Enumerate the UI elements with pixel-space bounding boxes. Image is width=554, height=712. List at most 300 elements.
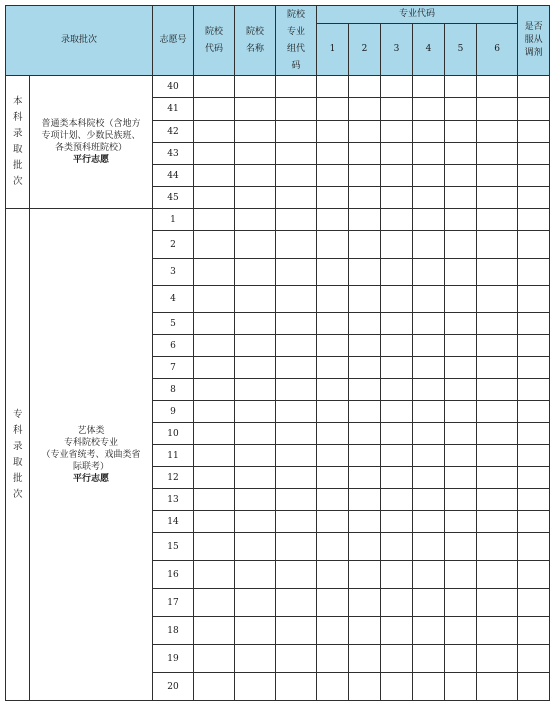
major-3-cell[interactable] bbox=[381, 533, 413, 561]
major-5-cell[interactable] bbox=[445, 673, 477, 701]
major-3-cell[interactable] bbox=[381, 259, 413, 286]
major-3-cell[interactable] bbox=[381, 165, 413, 187]
major-4-cell[interactable] bbox=[413, 489, 445, 511]
school-code-cell[interactable] bbox=[194, 121, 235, 143]
major-2-cell[interactable] bbox=[349, 165, 381, 187]
group-code-cell[interactable] bbox=[276, 401, 317, 423]
major-2-cell[interactable] bbox=[349, 121, 381, 143]
major-6-cell[interactable] bbox=[477, 231, 518, 259]
major-5-cell[interactable] bbox=[445, 445, 477, 467]
major-2-cell[interactable] bbox=[349, 143, 381, 165]
major-4-cell[interactable] bbox=[413, 445, 445, 467]
group-code-cell[interactable] bbox=[276, 121, 317, 143]
major-2-cell[interactable] bbox=[349, 511, 381, 533]
major-1-cell[interactable] bbox=[317, 313, 349, 335]
school-name-cell[interactable] bbox=[235, 286, 276, 313]
major-4-cell[interactable] bbox=[413, 645, 445, 673]
description-line: 专项计划、少数民族班、 bbox=[41, 131, 141, 141]
major-2-cell[interactable] bbox=[349, 187, 381, 209]
group-code-cell[interactable] bbox=[276, 511, 317, 533]
batch-label-cell bbox=[6, 209, 30, 701]
major-3-cell[interactable] bbox=[381, 209, 413, 231]
major-3-cell[interactable] bbox=[381, 76, 413, 98]
major-3-cell[interactable] bbox=[381, 286, 413, 313]
major-2-cell[interactable] bbox=[349, 673, 381, 701]
major-5-cell[interactable] bbox=[445, 143, 477, 165]
batch-label: 本科录取批次 bbox=[13, 96, 23, 187]
major-1-cell[interactable] bbox=[317, 286, 349, 313]
school-name-cell[interactable] bbox=[235, 165, 276, 187]
adjust-cell[interactable] bbox=[518, 423, 550, 445]
description-line: 各类预科班院校） bbox=[55, 143, 128, 153]
group-code-cell[interactable] bbox=[276, 143, 317, 165]
major-5-cell[interactable] bbox=[445, 617, 477, 645]
batch-description bbox=[30, 425, 152, 485]
school-name-cell[interactable] bbox=[235, 313, 276, 335]
adjust-cell[interactable] bbox=[518, 645, 550, 673]
school-code-cell[interactable] bbox=[194, 489, 235, 511]
major-6-cell[interactable] bbox=[477, 165, 518, 187]
header-group-code-text: 院校专业组代码 bbox=[287, 9, 306, 71]
adjust-cell[interactable] bbox=[518, 143, 550, 165]
school-name-cell[interactable] bbox=[235, 379, 276, 401]
major-4-cell[interactable] bbox=[413, 357, 445, 379]
header-group-code bbox=[276, 6, 317, 76]
major-1-cell[interactable] bbox=[317, 445, 349, 467]
major-2-cell[interactable] bbox=[349, 259, 381, 286]
major-4-cell[interactable] bbox=[413, 313, 445, 335]
major-5-cell[interactable] bbox=[445, 645, 477, 673]
major-5-cell[interactable] bbox=[445, 357, 477, 379]
major-5-cell[interactable] bbox=[445, 589, 477, 617]
major-4-cell[interactable] bbox=[413, 379, 445, 401]
major-5-cell[interactable] bbox=[445, 533, 477, 561]
major-4-cell[interactable] bbox=[413, 286, 445, 313]
major-6-cell[interactable] bbox=[477, 76, 518, 98]
major-1-cell[interactable] bbox=[317, 121, 349, 143]
adjust-cell[interactable] bbox=[518, 379, 550, 401]
school-name-cell[interactable] bbox=[235, 589, 276, 617]
school-code-cell[interactable] bbox=[194, 589, 235, 617]
adjust-cell[interactable] bbox=[518, 533, 550, 561]
major-5-cell[interactable] bbox=[445, 335, 477, 357]
major-2-cell[interactable] bbox=[349, 357, 381, 379]
major-4-cell[interactable] bbox=[413, 121, 445, 143]
volunteer-number: 8 bbox=[153, 379, 194, 401]
school-code-cell[interactable] bbox=[194, 313, 235, 335]
major-6-cell[interactable] bbox=[477, 533, 518, 561]
school-code-cell[interactable] bbox=[194, 645, 235, 673]
major-6-cell[interactable] bbox=[477, 561, 518, 589]
group-code-cell[interactable] bbox=[276, 423, 317, 445]
major-1-cell[interactable] bbox=[317, 511, 349, 533]
major-5-cell[interactable] bbox=[445, 259, 477, 286]
volunteer-number: 7 bbox=[153, 357, 194, 379]
volunteer-number: 17 bbox=[153, 589, 194, 617]
major-6-cell[interactable] bbox=[477, 335, 518, 357]
major-6-cell[interactable] bbox=[477, 511, 518, 533]
major-1-cell[interactable] bbox=[317, 401, 349, 423]
adjust-cell[interactable] bbox=[518, 617, 550, 645]
major-3-cell[interactable] bbox=[381, 423, 413, 445]
major-4-cell[interactable] bbox=[413, 423, 445, 445]
school-code-cell[interactable] bbox=[194, 231, 235, 259]
major-3-cell[interactable] bbox=[381, 357, 413, 379]
adjust-cell[interactable] bbox=[518, 401, 550, 423]
major-6-cell[interactable] bbox=[477, 357, 518, 379]
major-5-cell[interactable] bbox=[445, 401, 477, 423]
major-3-cell[interactable] bbox=[381, 511, 413, 533]
header-batch: 录取批次 bbox=[6, 6, 153, 76]
major-3-cell[interactable] bbox=[381, 313, 413, 335]
header-major-4: 4 bbox=[413, 24, 445, 76]
major-2-cell[interactable] bbox=[349, 286, 381, 313]
group-code-cell[interactable] bbox=[276, 379, 317, 401]
description-line: （专业省统考、戏曲类省 bbox=[41, 449, 141, 460]
major-3-cell[interactable] bbox=[381, 121, 413, 143]
major-6-cell[interactable] bbox=[477, 379, 518, 401]
major-4-cell[interactable] bbox=[413, 617, 445, 645]
major-6-cell[interactable] bbox=[477, 286, 518, 313]
volunteer-number: 19 bbox=[153, 645, 194, 673]
volunteer-form-table bbox=[5, 5, 550, 701]
group-code-cell[interactable] bbox=[276, 589, 317, 617]
major-3-cell[interactable] bbox=[381, 187, 413, 209]
adjust-cell[interactable] bbox=[518, 76, 550, 98]
adjust-cell[interactable] bbox=[518, 165, 550, 187]
adjust-cell[interactable] bbox=[518, 98, 550, 121]
description-line: 专科院校专业 bbox=[64, 437, 119, 448]
major-1-cell[interactable] bbox=[317, 165, 349, 187]
major-4-cell[interactable] bbox=[413, 165, 445, 187]
major-6-cell[interactable] bbox=[477, 589, 518, 617]
major-2-cell[interactable] bbox=[349, 489, 381, 511]
school-code-cell[interactable] bbox=[194, 467, 235, 489]
group-code-cell[interactable] bbox=[276, 259, 317, 286]
volunteer-number: 12 bbox=[153, 467, 194, 489]
major-3-cell[interactable] bbox=[381, 379, 413, 401]
major-3-cell[interactable] bbox=[381, 645, 413, 673]
major-2-cell[interactable] bbox=[349, 561, 381, 589]
batch-description-cell bbox=[30, 76, 153, 209]
adjust-cell[interactable] bbox=[518, 313, 550, 335]
major-1-cell[interactable] bbox=[317, 357, 349, 379]
adjust-cell[interactable] bbox=[518, 187, 550, 209]
school-code-cell[interactable] bbox=[194, 143, 235, 165]
group-code-cell[interactable] bbox=[276, 231, 317, 259]
school-code-cell[interactable] bbox=[194, 617, 235, 645]
school-code-cell[interactable] bbox=[194, 511, 235, 533]
school-name-cell[interactable] bbox=[235, 467, 276, 489]
adjust-cell[interactable] bbox=[518, 589, 550, 617]
major-4-cell[interactable] bbox=[413, 401, 445, 423]
school-name-cell[interactable] bbox=[235, 511, 276, 533]
major-5-cell[interactable] bbox=[445, 187, 477, 209]
major-2-cell[interactable] bbox=[349, 209, 381, 231]
school-name-cell[interactable] bbox=[235, 561, 276, 589]
major-1-cell[interactable] bbox=[317, 187, 349, 209]
major-4-cell[interactable] bbox=[413, 231, 445, 259]
adjust-cell[interactable] bbox=[518, 489, 550, 511]
major-1-cell[interactable] bbox=[317, 617, 349, 645]
major-2-cell[interactable] bbox=[349, 401, 381, 423]
school-name-cell[interactable] bbox=[235, 617, 276, 645]
volunteer-number: 43 bbox=[153, 143, 194, 165]
major-5-cell[interactable] bbox=[445, 467, 477, 489]
major-6-cell[interactable] bbox=[477, 489, 518, 511]
major-2-cell[interactable] bbox=[349, 533, 381, 561]
major-4-cell[interactable] bbox=[413, 511, 445, 533]
major-1-cell[interactable] bbox=[317, 76, 349, 98]
major-2-cell[interactable] bbox=[349, 645, 381, 673]
major-3-cell[interactable] bbox=[381, 589, 413, 617]
school-name-cell[interactable] bbox=[235, 187, 276, 209]
major-4-cell[interactable] bbox=[413, 561, 445, 589]
major-1-cell[interactable] bbox=[317, 533, 349, 561]
school-code-cell[interactable] bbox=[194, 423, 235, 445]
batch-label-cell bbox=[6, 76, 30, 209]
major-1-cell[interactable] bbox=[317, 231, 349, 259]
major-2-cell[interactable] bbox=[349, 76, 381, 98]
school-code-cell[interactable] bbox=[194, 673, 235, 701]
group-code-cell[interactable] bbox=[276, 187, 317, 209]
volunteer-number: 42 bbox=[153, 121, 194, 143]
major-5-cell[interactable] bbox=[445, 561, 477, 589]
school-code-cell[interactable] bbox=[194, 445, 235, 467]
header-major-3: 3 bbox=[381, 24, 413, 76]
major-3-cell[interactable] bbox=[381, 617, 413, 645]
major-5-cell[interactable] bbox=[445, 98, 477, 121]
school-code-cell[interactable] bbox=[194, 259, 235, 286]
adjust-cell[interactable] bbox=[518, 445, 550, 467]
major-5-cell[interactable] bbox=[445, 489, 477, 511]
description-line: 艺体类 bbox=[77, 425, 105, 436]
major-3-cell[interactable] bbox=[381, 98, 413, 121]
major-6-cell[interactable] bbox=[477, 313, 518, 335]
group-code-cell[interactable] bbox=[276, 313, 317, 335]
major-3-cell[interactable] bbox=[381, 561, 413, 589]
major-4-cell[interactable] bbox=[413, 76, 445, 98]
volunteer-number: 2 bbox=[153, 231, 194, 259]
school-name-cell[interactable] bbox=[235, 673, 276, 701]
major-1-cell[interactable] bbox=[317, 209, 349, 231]
group-code-cell[interactable] bbox=[276, 533, 317, 561]
major-6-cell[interactable] bbox=[477, 259, 518, 286]
group-code-cell[interactable] bbox=[276, 76, 317, 98]
major-4-cell[interactable] bbox=[413, 187, 445, 209]
adjust-cell[interactable] bbox=[518, 121, 550, 143]
school-name-cell[interactable] bbox=[235, 533, 276, 561]
group-code-cell[interactable] bbox=[276, 209, 317, 231]
major-4-cell[interactable] bbox=[413, 209, 445, 231]
adjust-cell[interactable] bbox=[518, 511, 550, 533]
major-3-cell[interactable] bbox=[381, 489, 413, 511]
school-name-cell[interactable] bbox=[235, 76, 276, 98]
volunteer-number: 10 bbox=[153, 423, 194, 445]
major-5-cell[interactable] bbox=[445, 76, 477, 98]
school-code-cell[interactable] bbox=[194, 76, 235, 98]
major-5-cell[interactable] bbox=[445, 121, 477, 143]
school-name-cell[interactable] bbox=[235, 645, 276, 673]
major-2-cell[interactable] bbox=[349, 589, 381, 617]
major-6-cell[interactable] bbox=[477, 187, 518, 209]
school-code-cell[interactable] bbox=[194, 165, 235, 187]
major-6-cell[interactable] bbox=[477, 673, 518, 701]
volunteer-number: 13 bbox=[153, 489, 194, 511]
volunteer-number: 20 bbox=[153, 673, 194, 701]
major-5-cell[interactable] bbox=[445, 511, 477, 533]
group-code-cell[interactable] bbox=[276, 445, 317, 467]
school-name-cell[interactable] bbox=[235, 259, 276, 286]
major-5-cell[interactable] bbox=[445, 286, 477, 313]
school-name-cell[interactable] bbox=[235, 231, 276, 259]
group-code-cell[interactable] bbox=[276, 335, 317, 357]
volunteer-number: 5 bbox=[153, 313, 194, 335]
adjust-cell[interactable] bbox=[518, 259, 550, 286]
header-school-code bbox=[194, 6, 235, 76]
group-code-cell[interactable] bbox=[276, 467, 317, 489]
volunteer-number: 3 bbox=[153, 259, 194, 286]
major-2-cell[interactable] bbox=[349, 445, 381, 467]
major-6-cell[interactable] bbox=[477, 98, 518, 121]
major-1-cell[interactable] bbox=[317, 489, 349, 511]
adjust-cell[interactable] bbox=[518, 231, 550, 259]
school-name-cell[interactable] bbox=[235, 98, 276, 121]
major-6-cell[interactable] bbox=[477, 645, 518, 673]
major-4-cell[interactable] bbox=[413, 589, 445, 617]
group-code-cell[interactable] bbox=[276, 561, 317, 589]
major-1-cell[interactable] bbox=[317, 379, 349, 401]
major-5-cell[interactable] bbox=[445, 231, 477, 259]
school-code-cell[interactable] bbox=[194, 187, 235, 209]
major-6-cell[interactable] bbox=[477, 143, 518, 165]
major-3-cell[interactable] bbox=[381, 445, 413, 467]
major-1-cell[interactable] bbox=[317, 561, 349, 589]
adjust-cell[interactable] bbox=[518, 561, 550, 589]
adjust-cell[interactable] bbox=[518, 209, 550, 231]
school-code-cell[interactable] bbox=[194, 357, 235, 379]
adjust-cell[interactable] bbox=[518, 335, 550, 357]
volunteer-number: 18 bbox=[153, 617, 194, 645]
major-3-cell[interactable] bbox=[381, 673, 413, 701]
major-2-cell[interactable] bbox=[349, 423, 381, 445]
adjust-cell[interactable] bbox=[518, 357, 550, 379]
school-code-cell[interactable] bbox=[194, 533, 235, 561]
major-1-cell[interactable] bbox=[317, 467, 349, 489]
major-6-cell[interactable] bbox=[477, 121, 518, 143]
school-name-cell[interactable] bbox=[235, 489, 276, 511]
school-name-cell[interactable] bbox=[235, 209, 276, 231]
major-1-cell[interactable] bbox=[317, 645, 349, 673]
group-code-cell[interactable] bbox=[276, 489, 317, 511]
major-3-cell[interactable] bbox=[381, 143, 413, 165]
major-1-cell[interactable] bbox=[317, 259, 349, 286]
batch-description bbox=[30, 118, 152, 166]
batch-label: 专科录取批次 bbox=[13, 408, 23, 500]
major-5-cell[interactable] bbox=[445, 313, 477, 335]
school-code-cell[interactable] bbox=[194, 561, 235, 589]
major-4-cell[interactable] bbox=[413, 467, 445, 489]
major-3-cell[interactable] bbox=[381, 401, 413, 423]
adjust-cell[interactable] bbox=[518, 467, 550, 489]
group-code-cell[interactable] bbox=[276, 645, 317, 673]
major-3-cell[interactable] bbox=[381, 467, 413, 489]
major-1-cell[interactable] bbox=[317, 673, 349, 701]
group-code-cell[interactable] bbox=[276, 98, 317, 121]
table-row bbox=[6, 76, 550, 98]
school-name-cell[interactable] bbox=[235, 445, 276, 467]
major-1-cell[interactable] bbox=[317, 423, 349, 445]
major-3-cell[interactable] bbox=[381, 231, 413, 259]
adjust-cell[interactable] bbox=[518, 286, 550, 313]
major-4-cell[interactable] bbox=[413, 98, 445, 121]
major-5-cell[interactable] bbox=[445, 423, 477, 445]
school-name-cell[interactable] bbox=[235, 423, 276, 445]
parallel-volunteer-label: 平行志愿 bbox=[73, 473, 110, 484]
major-4-cell[interactable] bbox=[413, 259, 445, 286]
major-4-cell[interactable] bbox=[413, 335, 445, 357]
major-5-cell[interactable] bbox=[445, 165, 477, 187]
school-name-cell[interactable] bbox=[235, 357, 276, 379]
major-1-cell[interactable] bbox=[317, 98, 349, 121]
school-name-cell[interactable] bbox=[235, 401, 276, 423]
major-3-cell[interactable] bbox=[381, 335, 413, 357]
group-code-cell[interactable] bbox=[276, 617, 317, 645]
major-5-cell[interactable] bbox=[445, 379, 477, 401]
major-2-cell[interactable] bbox=[349, 467, 381, 489]
header-major-code: 专业代码 bbox=[317, 6, 518, 24]
major-2-cell[interactable] bbox=[349, 335, 381, 357]
major-6-cell[interactable] bbox=[477, 423, 518, 445]
major-2-cell[interactable] bbox=[349, 313, 381, 335]
school-code-cell[interactable] bbox=[194, 401, 235, 423]
major-4-cell[interactable] bbox=[413, 143, 445, 165]
school-code-cell[interactable] bbox=[194, 335, 235, 357]
school-name-cell[interactable] bbox=[235, 143, 276, 165]
group-code-cell[interactable] bbox=[276, 357, 317, 379]
major-2-cell[interactable] bbox=[349, 231, 381, 259]
major-5-cell[interactable] bbox=[445, 209, 477, 231]
adjust-cell[interactable] bbox=[518, 673, 550, 701]
major-6-cell[interactable] bbox=[477, 445, 518, 467]
school-name-cell[interactable] bbox=[235, 335, 276, 357]
group-code-cell[interactable] bbox=[276, 165, 317, 187]
major-2-cell[interactable] bbox=[349, 98, 381, 121]
school-code-cell[interactable] bbox=[194, 98, 235, 121]
major-1-cell[interactable] bbox=[317, 335, 349, 357]
table-row bbox=[6, 209, 550, 231]
major-2-cell[interactable] bbox=[349, 617, 381, 645]
school-name-cell[interactable] bbox=[235, 121, 276, 143]
major-1-cell[interactable] bbox=[317, 143, 349, 165]
major-6-cell[interactable] bbox=[477, 617, 518, 645]
major-2-cell[interactable] bbox=[349, 379, 381, 401]
group-code-cell[interactable] bbox=[276, 673, 317, 701]
school-code-cell[interactable] bbox=[194, 286, 235, 313]
major-4-cell[interactable] bbox=[413, 533, 445, 561]
school-code-cell[interactable] bbox=[194, 209, 235, 231]
major-6-cell[interactable] bbox=[477, 467, 518, 489]
volunteer-number: 6 bbox=[153, 335, 194, 357]
major-4-cell[interactable] bbox=[413, 673, 445, 701]
major-6-cell[interactable] bbox=[477, 209, 518, 231]
major-1-cell[interactable] bbox=[317, 589, 349, 617]
major-6-cell[interactable] bbox=[477, 401, 518, 423]
group-code-cell[interactable] bbox=[276, 286, 317, 313]
parallel-volunteer-label: 平行志愿 bbox=[73, 155, 110, 165]
school-code-cell[interactable] bbox=[194, 379, 235, 401]
description-line: 普通类本科院校（含地方 bbox=[41, 119, 141, 129]
